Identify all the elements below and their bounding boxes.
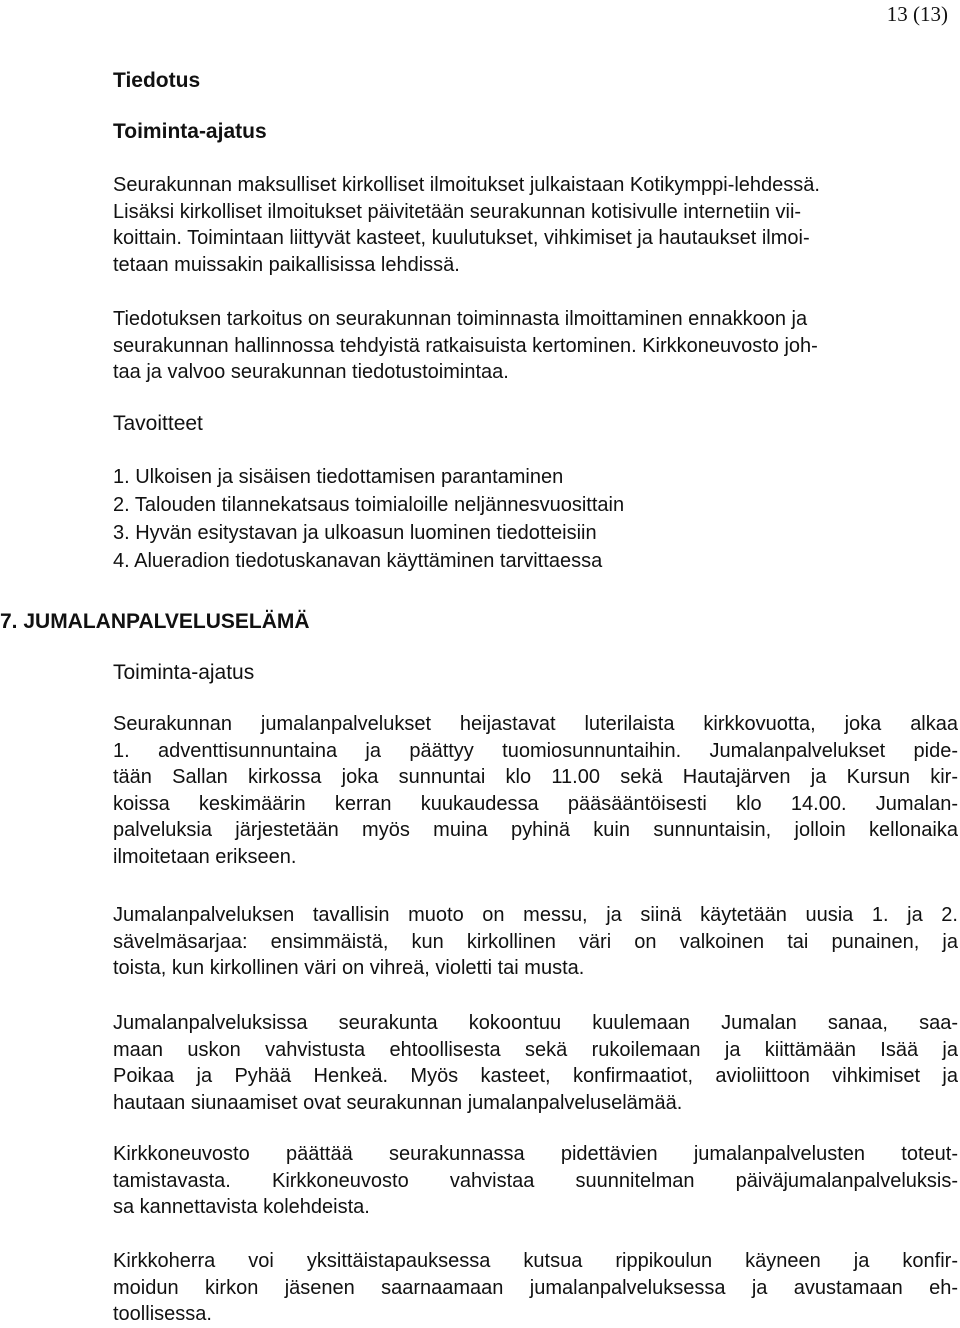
text-line: Kirkkoherra voi yksittäistapauksessa kutsua rippikoulun käyneen ja konfir- <box>113 1250 958 1272</box>
goal-item: 4. Alueradion tiedotuskanavan käyttäminen tarvittaessa <box>113 550 603 572</box>
jumalanpalvelus-paragraph-4 <box>113 1141 958 1221</box>
text-line: palveluksia järjestetään myös muina pyhinä kuin sunnuntaisin, jolloin kellonaika <box>113 819 958 841</box>
tiedotus-paragraph-1 <box>113 172 958 278</box>
section-heading-tiedotus: Tiedotus <box>113 69 201 92</box>
jumalanpalvelus-paragraph-5 <box>113 1248 958 1328</box>
goal-item: 3. Hyvän esitystavan ja ulkoasun luominen tiedotteisiin <box>113 522 597 544</box>
text-line: maan uskon vahvistusta ehtoollisesta sekä rukoilemaan ja kiittämään Isää ja <box>113 1038 958 1061</box>
subheading-tavoitteet: Tavoitteet <box>113 412 203 435</box>
text-line: Poikaa ja Pyhää Henkeä. Myös kasteet, konfirmaatiot, avioliittoon vihkimiset ja <box>113 1065 958 1087</box>
text-line: seurakunnan hallinnossa tehdyistä ratkaisuista kertominen. Kirkkoneuvosto joh- <box>113 334 818 357</box>
text-line: sa kannettavista kolehdeista. <box>113 1196 370 1218</box>
text-line: koissa keskimäärin kerran kuukaudessa pääsääntöisesti klo 14.00. Jumalan- <box>113 792 958 815</box>
text-line: 1. adventtisunnuntaina ja päättyy tuomiosunnuntaihin. Jumalanpalvelukset pide- <box>113 739 958 762</box>
text-line: ilmoitetaan erikseen. <box>113 845 297 868</box>
text-line: koittain. Toimintaan liittyvät kasteet, kuulutukset, vihkimiset ja hautaukset ilmoi- <box>113 227 810 249</box>
text-line: toollisessa. <box>113 1303 212 1325</box>
text-line: Seurakunnan maksulliset kirkolliset ilmoitukset julkaistaan Kotikymppi-lehdessä. <box>113 174 820 196</box>
page-number: 13 (13) <box>886 2 948 26</box>
text-line: toista, kun kirkollinen väri on vihreä, violetti tai musta. <box>113 957 585 979</box>
goals-list <box>113 463 624 575</box>
subheading-toiminta-ajatus-2: Toiminta-ajatus <box>113 661 255 684</box>
text-line: Seurakunnan jumalanpalvelukset heijastavat luterilaista kirkkovuotta, joka alkaa <box>113 713 958 735</box>
text-line: Kirkkoneuvosto päättää seurakunnassa pidettävien jumalanpalvelusten toteut- <box>113 1143 958 1165</box>
subheading-toiminta-ajatus: Toiminta-ajatus <box>113 120 267 143</box>
text-line: tamistavasta. Kirkkoneuvosto vahvistaa suunnitelman päiväjumalanpalveluksis- <box>113 1169 958 1192</box>
text-line: sävelmäsarjaa: ensimmäistä, kun kirkollinen väri on valkoinen tai punainen, ja <box>113 930 958 953</box>
jumalanpalvelus-paragraph-2 <box>113 902 958 982</box>
text-line: Jumalanpalveluksissa seurakunta kokoontuu kuulemaan Jumalan sanaa, saa- <box>113 1012 958 1034</box>
chapter-heading-jumalanpalveluselama: 7. JUMALANPALVELUSELÄMÄ <box>0 610 310 633</box>
text-line: Lisäksi kirkolliset ilmoitukset päivitetään seurakunnan kotisivulle internetiin vii- <box>113 200 802 223</box>
text-line: taa ja valvoo seurakunnan tiedotustoimintaa. <box>113 361 509 383</box>
goal-item: 1. Ulkoisen ja sisäisen tiedottamisen parantaminen <box>113 466 564 488</box>
text-line: tetaan muissakin paikallisissa lehdissä. <box>113 253 460 276</box>
goal-item: 2. Talouden tilannekatsaus toimialoille neljännesvuosittain <box>113 494 625 516</box>
text-line: tään Sallan kirkossa joka sunnuntai klo 11.00 sekä Hautajärven ja Kursun kir- <box>113 766 958 788</box>
text-line: Tiedotuksen tarkoitus on seurakunnan toiminnasta ilmoittaminen ennakkoon ja <box>113 308 808 330</box>
text-line: moidun kirkon jäsenen saarnaamaan jumalanpalveluksessa ja avustamaan eh- <box>113 1276 958 1299</box>
jumalanpalvelus-paragraph-3 <box>113 1010 958 1116</box>
text-line: hautaan siunaamiset ovat seurakunnan jumalanpalveluselämää. <box>113 1091 683 1114</box>
text-line: Jumalanpalveluksen tavallisin muoto on messu, ja siinä käytetään uusia 1. ja 2. <box>113 904 958 926</box>
jumalanpalvelus-paragraph-1 <box>113 711 958 870</box>
tiedotus-paragraph-2 <box>113 306 958 386</box>
